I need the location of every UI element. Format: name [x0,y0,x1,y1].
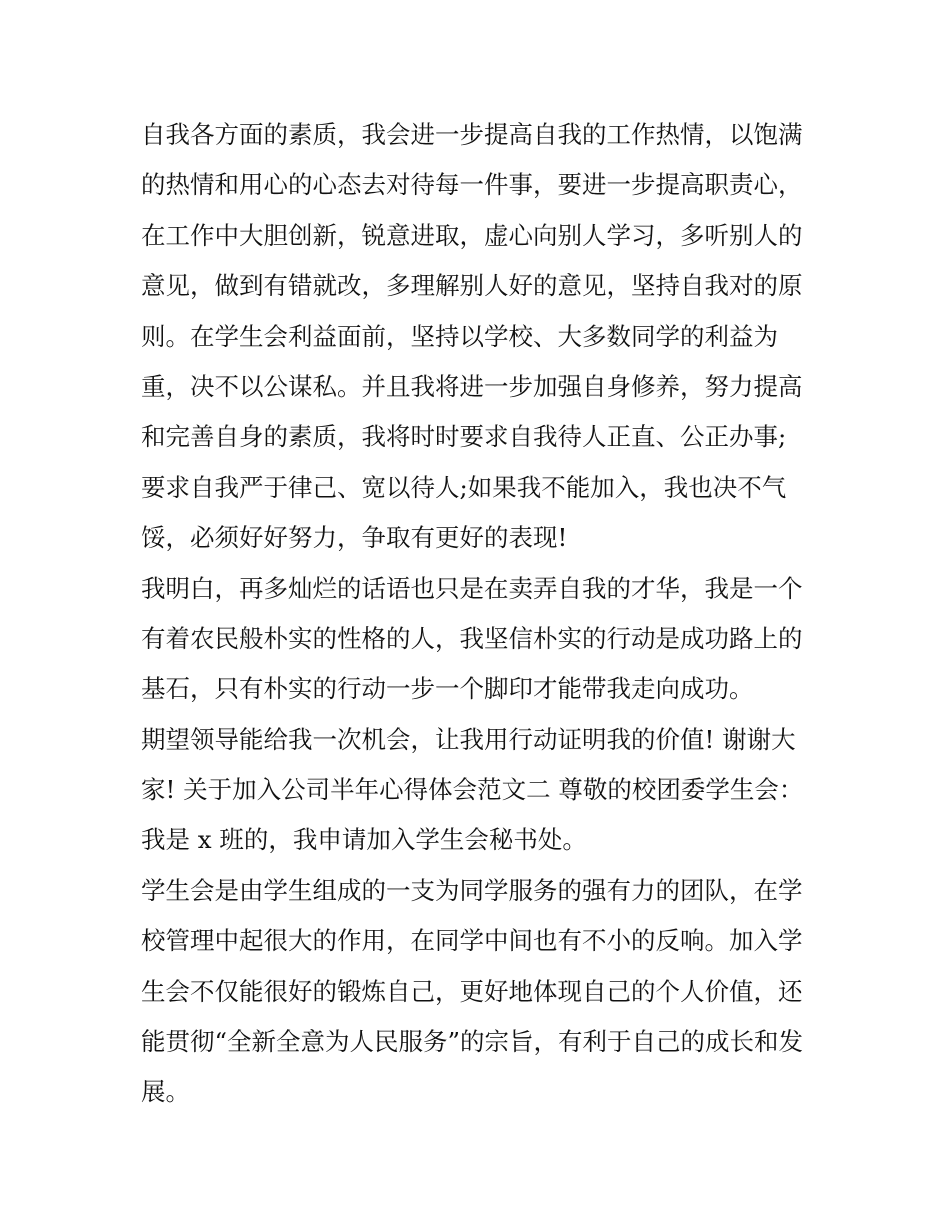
text-line: 能贯彻“全新全意为人民服务”的宗旨，有利于自己的成长和发 [141,1027,804,1057]
text-line: 我是 x 班的，我申请加入学生会秘书处。 [141,825,587,855]
text-line: 家! 关于加入公司半年心得体会范文二 尊敬的校团委学生会： [141,775,804,805]
text-line: 展。 [141,1077,190,1107]
text-line: 自我各方面的素质，我会进一步提高自我的工作热情，以饱满 [141,120,803,149]
text-line: 馁，必须好好努力，争取有更好的表现! [141,523,568,553]
text-line: 和完善自身的素质，我将时时要求自我待人正直、公正办事; [141,422,787,452]
paragraph [141,715,821,866]
paragraph [141,564,821,715]
text-line: 我明白，再多灿烂的话语也只是在卖弄自我的才华，我是一个 [141,573,803,603]
text-line: 重，决不以公谋私。并且我将进一步加强自身修养，努力提高 [141,371,803,401]
text-line: 在工作中大胆创新，锐意进取，虚心向别人学习，多听别人的 [141,220,803,250]
text-line: 有着农民般朴实的性格的人，我坚信朴实的行动是成功路上的 [141,623,803,653]
text-line: 的热情和用心的心态去对待每一件事，要进一步提高职责心， [141,170,803,200]
paragraph [141,866,821,1118]
text-line: 校管理中起很大的作用，在同学中间也有不小的反响。加入学 [141,926,803,956]
paragraph [141,110,821,564]
text-line: 期望领导能给我一次机会，让我用行动证明我的价值! 谢谢大 [141,724,796,754]
text-line: 则。在学生会利益面前，坚持以学校、大多数同学的利益为 [141,321,778,351]
text-line: 生会不仅能很好的锻炼自己，更好地体现自己的个人价值，还 [141,976,803,1006]
text-line: 要求自我严于律己、宽以待人;如果我不能加入，我也决不气 [141,472,787,502]
text-line: 学生会是由学生组成的一支为同学服务的强有力的团队，在学 [141,875,803,905]
text-line: 意见，做到有错就改，多理解别人好的意见，坚持自我对的原 [141,271,803,301]
text-line: 基石，只有朴实的行动一步一个脚印才能带我走向成功。 [141,674,754,704]
document-body [141,110,821,1118]
